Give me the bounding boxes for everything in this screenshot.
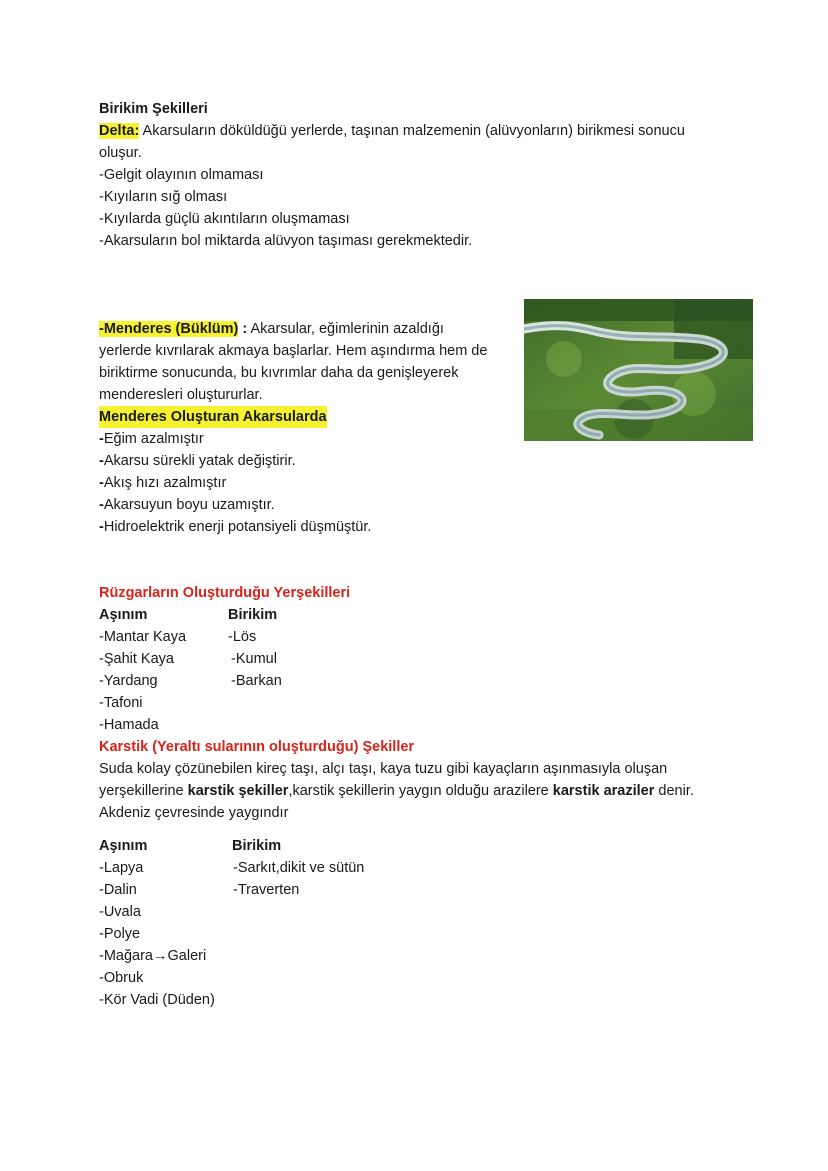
- ruzgar-asinim-item: -Mantar Kaya: [99, 629, 187, 645]
- karstik-heading: Karstik (Yeraltı sularının oluşturduğu) Şekiller: [99, 739, 415, 755]
- menderes-line-1: [99, 318, 444, 340]
- text: Galeri: [167, 948, 207, 964]
- delta-line-2: oluşur.: [99, 145, 142, 161]
- ruzgar-birikim-item: -Kumul: [231, 651, 277, 667]
- menderes-bullet: [99, 450, 296, 472]
- bullet-text: Hidroelektrik enerji potansiyeli düşmüştür.: [103, 519, 372, 535]
- karstik-asinim-item: -Dalin: [99, 882, 137, 898]
- delta-text: Akarsuların döküldüğü yerlerde, taşınan malzemenin (alüvyonların) birikmesi sonucu: [139, 123, 685, 139]
- ruzgar-birikim-item: -Lös: [228, 629, 257, 645]
- menderes-line-4: menderesleri oluştururlar.: [99, 387, 263, 403]
- menderes-line-3: biriktirme sonucunda, bu kıvrımlar daha da genişleyerek: [99, 365, 459, 381]
- menderes-bullet: [99, 472, 226, 494]
- bullet-text: Akış hızı azalmıştır: [103, 475, 227, 491]
- karstik-sekiller-term: karstik şekiller: [187, 783, 289, 799]
- condition-item: -Akarsuların bol miktarda alüvyon taşıması gerekmektedir.: [99, 233, 473, 249]
- karstik-line-3: Akdeniz çevresinde yaygındır: [99, 805, 289, 821]
- delta-line-1: [99, 120, 685, 142]
- karstik-asinim-item: [99, 945, 206, 967]
- menderes-colon: :: [238, 321, 248, 337]
- condition-item: -Kıyıların sığ olması: [99, 189, 228, 205]
- menderes-bullet: [99, 494, 275, 516]
- dash: -: [99, 497, 104, 513]
- menderes-label: -Menderes (Büklüm): [99, 321, 239, 337]
- menderes-line-2: yerlerde kıvrılarak akmaya başlarlar. Hem aşındırma hem de: [99, 343, 488, 359]
- arrow-right-icon: →: [153, 948, 168, 964]
- ruzgar-asinim-item: -Şahit Kaya: [99, 651, 174, 667]
- condition-item: -Gelgit olayının olmaması: [99, 167, 264, 183]
- dash: -: [99, 519, 104, 535]
- bullet-text: Akarsu sürekli yatak değiştirir.: [103, 453, 296, 469]
- ruzgar-asinim-item: -Hamada: [99, 717, 159, 733]
- karstik-col1-header: Aşınım: [99, 838, 148, 854]
- karstik-asinim-item: -Polye: [99, 926, 141, 942]
- ruzgar-heading: Rüzgarların Oluşturduğu Yerşekilleri: [99, 585, 351, 601]
- menderes-subheading: Menderes Oluşturan Akarsularda: [99, 406, 327, 428]
- karstik-line-2: [99, 780, 694, 802]
- section-title: Birikim Şekilleri: [99, 101, 208, 117]
- text: ,karstik şekillerin yaygın olduğu arazilere: [288, 783, 553, 799]
- karstik-birikim-item: -Traverten: [233, 882, 300, 898]
- ruzgar-col2-header: Birikim: [228, 607, 278, 623]
- dash: -: [99, 453, 104, 469]
- karstik-asinim-item: -Obruk: [99, 970, 144, 986]
- bullet-text: Eğim azalmıştır: [103, 431, 204, 447]
- ruzgar-col1-header: Aşınım: [99, 607, 148, 623]
- ruzgar-birikim-item: -Barkan: [231, 673, 282, 689]
- karstik-araziler-term: karstik araziler: [552, 783, 655, 799]
- menderes-text: Akarsular, eğimlerinin azaldığı: [247, 321, 444, 337]
- menderes-bullet: [99, 516, 371, 538]
- bullet-text: Akarsuyun boyu uzamıştır.: [103, 497, 275, 513]
- karstik-col2-header: Birikim: [232, 838, 282, 854]
- karstik-birikim-item: -Sarkıt,dikit ve sütün: [233, 860, 365, 876]
- karstik-asinim-item: -Kör Vadi (Düden): [99, 992, 215, 1008]
- dash: -: [99, 475, 104, 491]
- karstik-line-1: Suda kolay çözünebilen kireç taşı, alçı taşı, kaya tuzu gibi kayaçların aşınmasıyla oluşan: [99, 761, 668, 777]
- text: denir.: [654, 783, 694, 799]
- karstik-asinim-item: -Uvala: [99, 904, 141, 920]
- karstik-asinim-item: -Lapya: [99, 860, 144, 876]
- delta-label: Delta:: [99, 123, 140, 139]
- ruzgar-asinim-item: -Yardang: [99, 673, 158, 689]
- text: -Mağara: [99, 948, 153, 964]
- menderes-bullet: [99, 428, 204, 450]
- dash: -: [99, 431, 104, 447]
- ruzgar-asinim-item: -Tafoni: [99, 695, 143, 711]
- condition-item: -Kıyılarda güçlü akıntıların oluşmaması: [99, 211, 350, 227]
- meander-river-photo: [524, 299, 753, 441]
- text: yerşekillerine: [99, 783, 188, 799]
